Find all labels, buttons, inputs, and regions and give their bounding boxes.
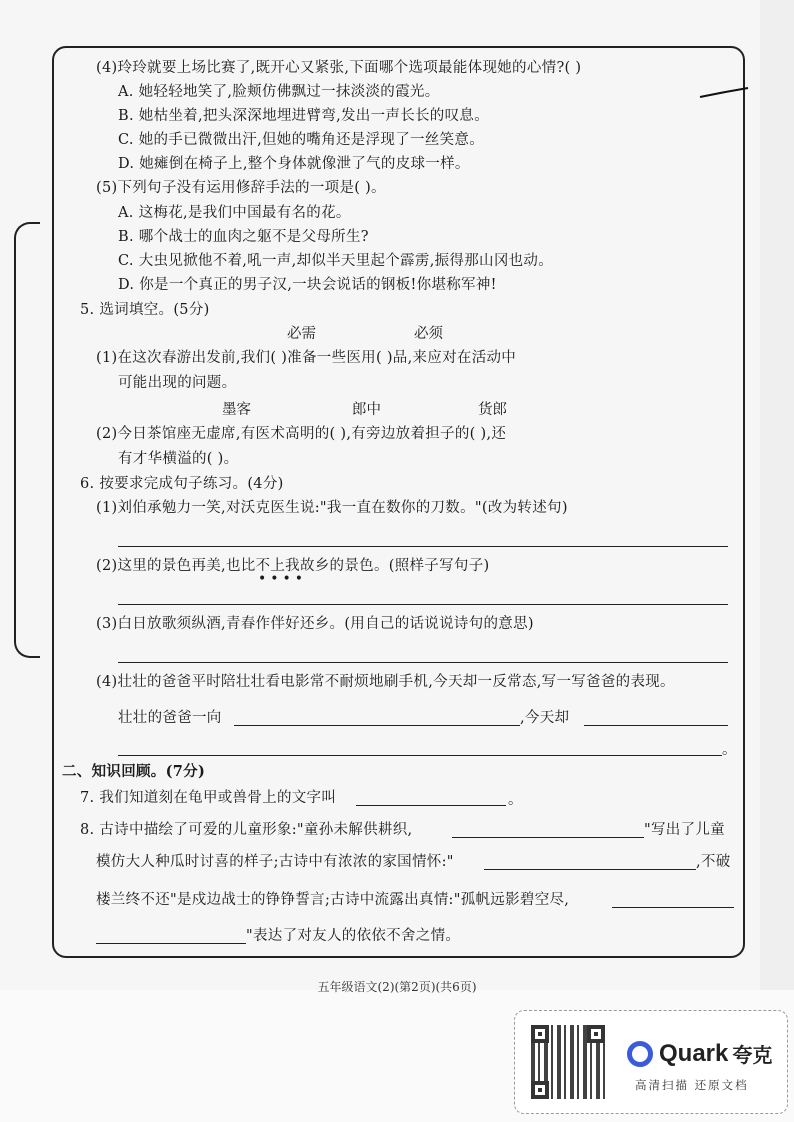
answer-line[interactable]: [118, 755, 722, 756]
quark-watermark: [514, 1010, 788, 1114]
q4-stem: (4)玲玲就要上场比赛了,既开心又紧张,下面哪个选项最能体现她的心情?( ): [96, 60, 582, 76]
q4-option-d: D. 她瘫倒在椅子上,整个身体就像泄了气的皮球一样。: [118, 156, 470, 172]
section5-title: 5. 选词填空。(5分): [80, 302, 210, 318]
q8-line-1-end: "写出了儿童: [644, 822, 725, 838]
q5-option-b: B. 哪个战士的血肉之躯不是父母所生?: [118, 229, 369, 245]
part2-title: 二、知识回顾。(7分): [62, 763, 206, 780]
s6-task-3: (3)白日放歌须纵酒,青春作伴好还乡。(用自己的话说说诗句的意思): [96, 616, 534, 632]
binding-bracket: [14, 222, 40, 658]
s6-task-4-end: 。: [722, 742, 737, 758]
q8-line-3: 楼兰终不还"是戍边战士的铮铮誓言;古诗中流露出真情:"孤帆远影碧空尽,: [96, 892, 570, 908]
answer-line[interactable]: [584, 725, 728, 726]
brand-name: Quark: [659, 1039, 729, 1067]
section6-title: 6. 按要求完成句子练习。(4分): [80, 476, 284, 492]
word-option: 郎中: [352, 402, 381, 418]
answer-line[interactable]: [234, 725, 520, 726]
brand: [627, 1039, 772, 1068]
answer-line[interactable]: [484, 869, 696, 870]
brand-name-cn: 夸克: [732, 1043, 773, 1067]
q5-stem: (5)下列句子没有运用修辞手法的一项是( )。: [96, 180, 386, 196]
pen-stroke-mark: [698, 86, 750, 100]
s5-sentence-1b: 可能出现的问题。: [118, 375, 237, 391]
answer-line[interactable]: [96, 943, 246, 944]
answer-line[interactable]: [452, 837, 644, 838]
q5-option-a: A. 这梅花,是我们中国最有名的花。: [118, 205, 351, 221]
s5-sentence-2b: 有才华横溢的( )。: [118, 451, 239, 467]
q4-option-b: B. 她枯坐着,把头深深地埋进臂弯,发出一声长长的叹息。: [118, 108, 489, 124]
s5-sentence-1a: (1)在这次春游出发前,我们( )准备一些医用( )品,来应对在活动中: [96, 350, 517, 366]
s6-task-1: (1)刘伯承勉力一笑,对沃克医生说:"我一直在数你的刀数。"(改为转述句): [96, 500, 568, 516]
q7-end: 。: [508, 792, 523, 808]
s6-task-4-prefix: 壮壮的爸爸一向: [118, 710, 222, 726]
page-edge-shadow: [760, 0, 794, 990]
q8-line-2-end: ,不破: [696, 854, 731, 870]
answer-line[interactable]: [118, 546, 728, 547]
s6-task-4-mid: ,今天却: [520, 710, 570, 726]
quark-logo-icon: [627, 1041, 653, 1067]
emphasis-dots: ••••: [258, 571, 308, 587]
answer-line[interactable]: [118, 662, 728, 663]
answer-line[interactable]: [356, 805, 506, 806]
q8-line-4-end: "表达了对友人的依依不舍之情。: [246, 928, 461, 944]
word-option: 货郎: [478, 402, 507, 418]
q4-option-c: C. 她的手已微微出汗,但她的嘴角还是浮现了一丝笑意。: [118, 132, 485, 148]
q8-line-1: 8. 古诗中描绘了可爱的儿童形象:"童孙未解供耕织,: [80, 822, 413, 838]
brand-slogan: 高清扫描 还原文档: [635, 1078, 749, 1092]
q4-option-a: A. 她轻轻地笑了,脸颊仿佛飘过一抹淡淡的霞光。: [118, 84, 440, 100]
page-footer: 五年级语文(2)(第2页)(共6页): [317, 980, 477, 994]
q8-line-2: 模仿大人种瓜时讨喜的样子;古诗中有浓浓的家国情怀:": [96, 854, 454, 870]
q7-text: 7. 我们知道刻在龟甲或兽骨上的文字叫: [80, 790, 337, 806]
word-option: 墨客: [222, 402, 251, 418]
s5-sentence-2a: (2)今日茶馆座无虚席,有医术高明的( ),有旁边放着担子的( ),还: [96, 426, 507, 442]
q5-option-d: D. 你是一个真正的男子汉,一块会说话的钢板!你堪称军神!: [118, 277, 497, 293]
answer-line[interactable]: [612, 907, 734, 908]
q5-option-c: C. 大虫见掀他不着,吼一声,却似半天里起个霹雳,振得那山冈也动。: [118, 253, 554, 269]
qr-code-icon: [531, 1025, 605, 1099]
word-option: 必须: [414, 326, 443, 342]
s6-task-4: (4)壮壮的爸爸平时陪壮壮看电影常不耐烦地刷手机,今天却一反常态,写一写爸爸的表现。: [96, 674, 675, 690]
word-option: 必需: [287, 326, 316, 342]
answer-line[interactable]: [118, 604, 728, 605]
s6-task-2: (2)这里的景色再美,也比不上我故乡的景色。(照样子写句子): [96, 558, 490, 574]
